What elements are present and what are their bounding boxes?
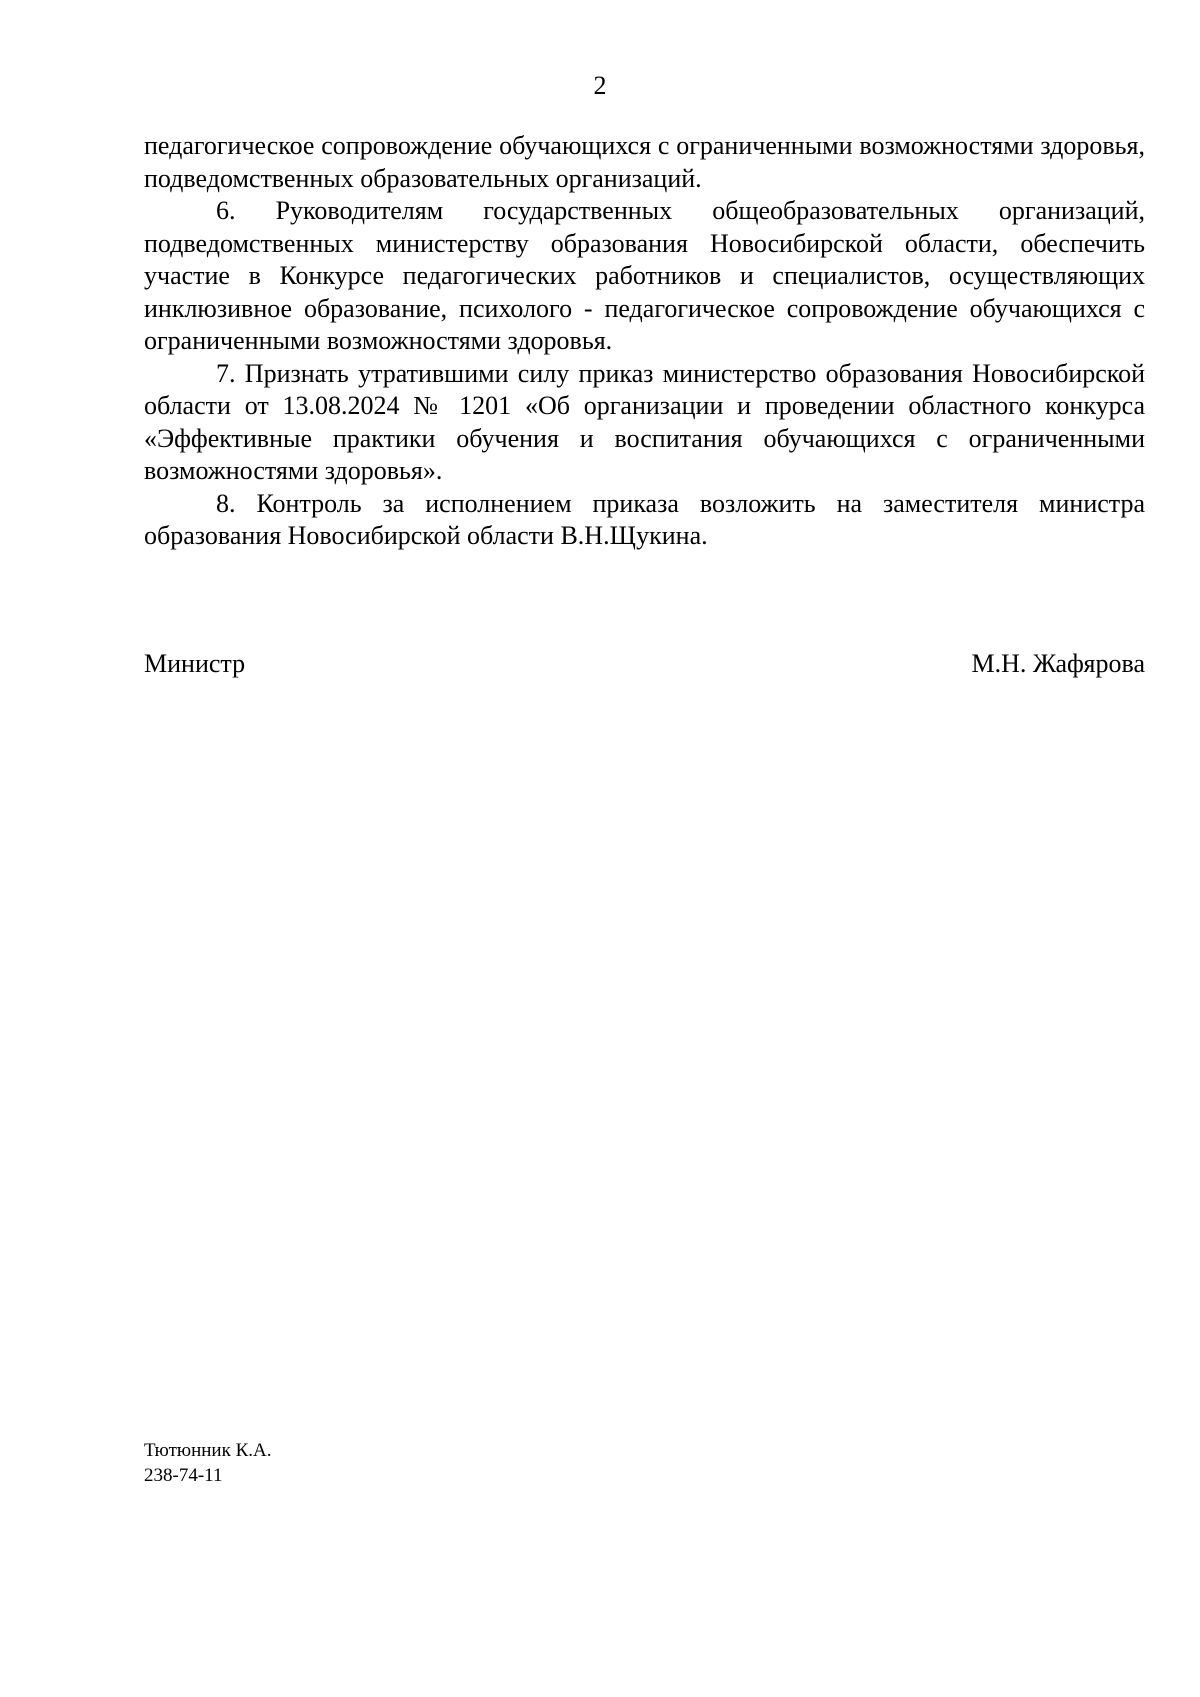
- executor-name: Тютюнник К.А.: [144, 1440, 272, 1461]
- signatory-title: Министр: [144, 649, 246, 678]
- paragraph-item-6: 6. Руководителям государственных общеобразовательных организаций, подведомственных министерству образования Новосибирской области, обеспечить участие в Конкурсе педагогических работников и специалистов, осуществляющих инклюзивное образование, психолого - педагогическое сопровождение обучающихся с ограниченными возможностями здоровья.: [144, 196, 1145, 355]
- paragraph-item-7: 7. Признать утратившими силу приказ министерство образования Новосибирской области от 13.08.2024 № 1201 «Об организации и проведении областного конкурса «Эффективные практики обучения и воспитания обучающихся с ограниченными возможностями здоровья».: [144, 358, 1145, 485]
- executor-block: [144, 1438, 271, 1488]
- paragraph-item-8: 8. Контроль за исполнением приказа возложить на заместителя министра образования Новосибирской области В.Н.Щукина.: [144, 488, 1145, 550]
- paragraph-continuation: педагогическое сопровождение обучающихся с ограниченными возможностями здоровья, подведомственных образовательных организаций.: [144, 131, 1145, 193]
- document-body: [144, 130, 1145, 553]
- page-number: 2: [593, 71, 607, 100]
- executor-phone: 238-74-11: [144, 1465, 223, 1486]
- signatory-name: М.Н. Жафярова: [971, 649, 1145, 678]
